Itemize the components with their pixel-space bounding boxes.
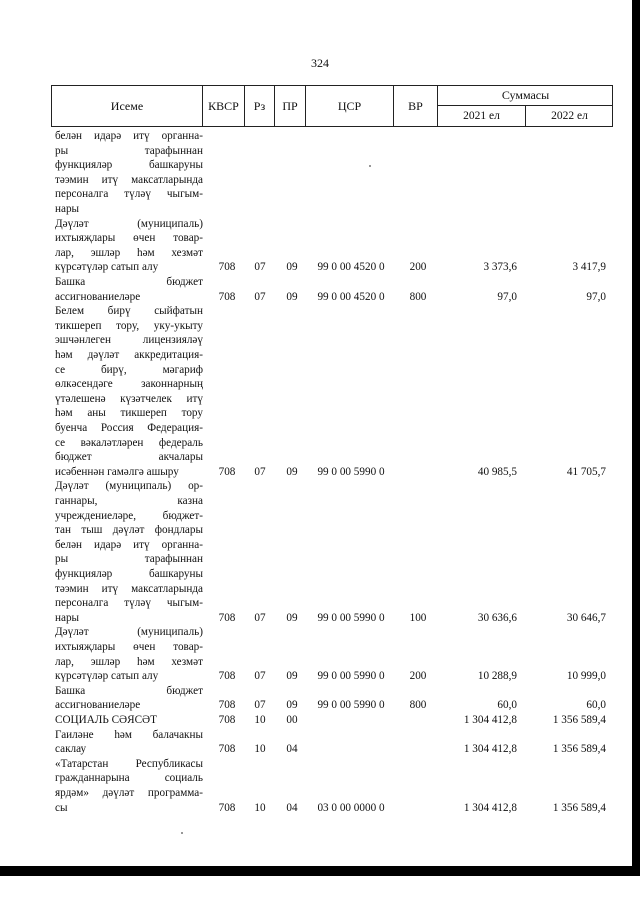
row-name-word: итү	[101, 173, 119, 186]
row-kvsr: 708	[218, 670, 236, 683]
row-name-word: буенча	[55, 421, 88, 434]
row-name-word: тәэмин	[55, 582, 89, 595]
row-name-word: тикшереп	[120, 407, 167, 420]
row-name-word: һәм	[136, 246, 155, 259]
row-name-word: лар,	[55, 655, 74, 668]
row-rz: 07	[254, 670, 266, 683]
row-name-line: нары	[55, 202, 80, 215]
row-name-word: вәкаләтләрен	[80, 436, 144, 449]
header-csr: ЦСР	[306, 86, 394, 126]
table-body	[0, 129, 640, 815]
row-name-word: бюджет	[55, 451, 92, 464]
row-vr: 100	[409, 611, 427, 624]
row-name-line	[55, 684, 203, 699]
row-name-line	[55, 421, 203, 436]
row-amount-2021: 97,0	[497, 290, 517, 303]
row-name-word: тору,	[116, 319, 140, 332]
row-name	[55, 757, 203, 815]
table-row	[0, 217, 640, 275]
row-name-word: бюджет-	[162, 509, 203, 522]
row-amount-2021: 1 304 412,8	[463, 743, 517, 756]
row-kvsr: 708	[218, 801, 236, 814]
row-name-word: ярдәм»	[55, 786, 89, 799]
row-name-word: эшчәнлеген	[55, 334, 111, 347]
row-name-line	[55, 392, 203, 407]
row-name-word: лицензияләү	[142, 334, 203, 347]
table-row	[0, 275, 640, 304]
row-name-word: ганнары,	[55, 494, 98, 507]
row-kvsr: 708	[218, 611, 236, 624]
row-amount-2022: 41 705,7	[566, 465, 606, 478]
row-name-word: Белем	[55, 305, 85, 318]
row-name-word: тикшереп	[55, 319, 102, 332]
row-csr: 99 0 00 5990 0	[317, 465, 385, 478]
row-name-line	[55, 173, 203, 188]
row-name-word: функцияләр	[55, 567, 113, 580]
row-name-word: өчен	[133, 640, 156, 653]
row-name-word: персоналга	[55, 597, 109, 610]
row-name-word: (муниципаль)	[137, 626, 203, 639]
row-name-word: тору	[181, 407, 203, 420]
row-amount-2021: 40 985,5	[477, 465, 517, 478]
row-vr: 800	[409, 699, 427, 712]
row-csr: 03 0 00 0000 0	[317, 801, 385, 814]
header-rz: Рз	[245, 86, 275, 126]
scan-edge-bottom	[0, 866, 640, 876]
row-amount-2021: 1 304 412,8	[463, 801, 517, 814]
row-name	[55, 684, 203, 713]
row-vr: 800	[409, 290, 427, 303]
row-name-word: «Татарстан	[55, 757, 109, 770]
row-name-word: аны	[87, 407, 106, 420]
row-name-word: Гаиләне	[55, 728, 94, 741]
row-amount-2022: 10 999,0	[566, 670, 606, 683]
page-number: 324	[311, 56, 329, 70]
table-row	[0, 713, 640, 728]
row-name-line	[55, 479, 203, 494]
table-header	[51, 85, 613, 127]
row-name-word: хезмәт	[171, 655, 203, 668]
table-row	[0, 757, 640, 815]
row-name-word: се	[55, 363, 66, 376]
row-rz: 07	[254, 290, 266, 303]
table-row	[0, 304, 640, 479]
row-name-word: дәүләт	[112, 524, 145, 537]
row-name-line: ассигнованиеләре	[55, 290, 141, 303]
row-name-word: үтәлешенә	[55, 392, 106, 405]
row-csr: 99 0 00 4520 0	[317, 261, 385, 274]
row-amount-2022: 97,0	[586, 290, 606, 303]
row-name-word: аккредитация-	[134, 348, 203, 361]
row-name-word: бирү,	[100, 363, 127, 376]
row-kvsr: 708	[218, 699, 236, 712]
row-name-word: органна-	[161, 538, 203, 551]
header-sums	[438, 86, 613, 126]
row-name-word: ры	[55, 144, 69, 157]
row-name-word: белән	[55, 538, 83, 551]
row-name-word: максатларында	[131, 173, 203, 186]
scan-speck	[181, 832, 183, 834]
row-name-word: товар-	[173, 640, 203, 653]
row-name-word: чыгым-	[166, 597, 203, 610]
row-name-line	[55, 319, 203, 334]
row-amount-2022: 60,0	[586, 699, 606, 712]
row-rz: 07	[254, 699, 266, 712]
row-amount-2022: 30 646,7	[566, 611, 606, 624]
table-row	[0, 129, 640, 217]
row-name-line: күрсәтүләр сатып алу	[55, 670, 159, 683]
row-name-line	[55, 158, 203, 173]
row-name-line	[55, 757, 203, 772]
row-name-word: өчен	[133, 232, 156, 245]
row-rz: 10	[254, 713, 266, 726]
row-name-line	[55, 144, 203, 159]
row-csr: 99 0 00 5990 0	[317, 699, 385, 712]
row-name-line	[55, 217, 203, 232]
row-name-word: эшләр	[90, 246, 121, 259]
row-amount-2021: 60,0	[497, 699, 517, 712]
row-name-line	[55, 406, 203, 421]
row-kvsr: 708	[218, 261, 236, 274]
row-name-word: се	[55, 436, 66, 449]
row-name-word: итү	[133, 130, 150, 142]
row-name-word: тыш	[81, 524, 103, 537]
row-pr: 09	[286, 290, 298, 303]
table-row	[0, 728, 640, 757]
table-row	[0, 684, 640, 713]
row-name-word: тан	[55, 524, 71, 537]
row-rz: 10	[254, 743, 266, 756]
row-name-line	[55, 567, 203, 582]
row-name-line	[55, 596, 203, 611]
row-pr: 09	[286, 465, 298, 478]
row-amount-2021: 30 636,6	[477, 611, 517, 624]
row-name-word: бюджет	[166, 275, 203, 288]
row-name-word: федераль	[158, 436, 203, 449]
row-rz: 07	[254, 261, 266, 274]
row-name-line	[55, 728, 203, 743]
row-name-line	[55, 509, 203, 524]
row-name	[55, 217, 203, 275]
row-name-word: (муниципаль)	[137, 217, 203, 230]
row-kvsr: 708	[218, 290, 236, 303]
row-name-word: максатларында	[131, 582, 203, 595]
row-name-word: итү	[101, 582, 119, 595]
row-name-word: лар,	[55, 246, 74, 259]
header-year-2022: 2022 ел	[551, 110, 588, 122]
row-name-word: хезмәт	[171, 246, 203, 259]
row-name-word: Башка	[55, 684, 86, 697]
row-name-word: итү	[133, 538, 150, 551]
row-name-word: законнарның	[141, 378, 203, 391]
row-name-word: идарә	[93, 538, 122, 551]
row-name-word: функцияләр	[55, 159, 113, 172]
row-name-word: балачакны	[152, 728, 203, 741]
row-name-word: ихтыяҗлары	[55, 640, 116, 653]
row-name-line	[55, 187, 203, 202]
row-name-word: фондлары	[154, 524, 203, 537]
row-name-line	[55, 494, 203, 509]
header-vr: ВР	[394, 86, 438, 126]
row-name-line	[55, 231, 203, 246]
row-name-line	[55, 333, 203, 348]
row-name-word: казна	[177, 494, 203, 507]
row-name-line	[55, 538, 203, 553]
row-csr: 99 0 00 4520 0	[317, 290, 385, 303]
row-name-word: (муниципаль)	[105, 480, 172, 493]
row-name-word: итү	[186, 392, 203, 405]
row-name-line	[55, 625, 203, 640]
row-name-word: эшләр	[90, 655, 121, 668]
row-name-word: акчалары	[158, 451, 203, 464]
row-name-word: мәгариф	[162, 363, 203, 376]
row-name-word: Дәүләт	[55, 626, 89, 639]
table-row	[0, 625, 640, 683]
row-name-word: чыгым-	[166, 188, 203, 201]
row-name-word: дәүләт	[102, 786, 135, 799]
row-pr: 09	[286, 699, 298, 712]
row-name-word: һәм	[55, 348, 73, 361]
row-name-word: белән	[55, 130, 83, 142]
row-name-word: бирү	[107, 305, 131, 318]
row-name-line	[55, 304, 203, 319]
row-name-line: ассигнованиеләре	[55, 699, 141, 712]
row-amount-2022: 1 356 589,4	[552, 801, 606, 814]
row-rz: 07	[254, 465, 266, 478]
row-name	[55, 479, 203, 625]
row-name-line	[55, 523, 203, 538]
row-name-line	[55, 377, 203, 392]
row-kvsr: 708	[218, 465, 236, 478]
row-name-line: сы	[55, 801, 68, 814]
row-kvsr: 708	[218, 743, 236, 756]
row-kvsr: 708	[218, 713, 236, 726]
scan-edge-right	[632, 0, 640, 876]
row-name-word: учреждениеләре,	[55, 509, 137, 522]
row-name-word: дәүләт	[87, 348, 120, 361]
row-name-word: органна-	[161, 130, 203, 142]
row-name-word: түләү	[124, 597, 151, 610]
row-name-word: тарафыннан	[144, 553, 203, 566]
row-name	[55, 275, 203, 304]
row-csr: 99 0 00 5990 0	[317, 670, 385, 683]
row-name-line: саклау	[55, 743, 87, 756]
row-name-word: башкаруны	[148, 567, 203, 580]
header-pr: ПР	[275, 86, 306, 126]
row-name-line	[55, 552, 203, 567]
row-name	[55, 713, 203, 728]
row-amount-2021: 10 288,9	[477, 670, 517, 683]
row-name-word: ихтыяҗлары	[55, 232, 116, 245]
row-rz: 10	[254, 801, 266, 814]
row-pr: 09	[286, 611, 298, 624]
row-amount-2021: 3 373,6	[483, 261, 517, 274]
row-name-line: күрсәтүләр сатып алу	[55, 261, 159, 274]
row-name-line: нары	[55, 611, 80, 624]
row-name-word: күзәтчелек	[120, 392, 172, 405]
row-name-word: социаль	[164, 772, 203, 785]
row-name-word: Республикасы	[135, 757, 203, 770]
row-csr: 99 0 00 5990 0	[317, 611, 385, 624]
row-name-word: ор-	[188, 480, 203, 493]
row-name-word: сыйфатын	[154, 305, 203, 318]
row-pr: 04	[286, 743, 298, 756]
row-name-word: ры	[55, 553, 69, 566]
row-amount-2021: 1 304 412,8	[463, 713, 517, 726]
row-amount-2022: 3 417,9	[572, 261, 606, 274]
row-name-line	[55, 363, 203, 378]
header-sums-title: Суммасы	[438, 86, 613, 106]
row-name-word: бюджет	[166, 684, 203, 697]
row-name	[55, 304, 203, 479]
row-pr: 09	[286, 670, 298, 683]
row-vr: 200	[409, 261, 427, 274]
scan-speck	[369, 165, 371, 167]
row-name-word: Федерация-	[147, 421, 203, 434]
row-name	[55, 129, 203, 217]
row-name-word: программа-	[147, 786, 203, 799]
row-name-line	[55, 436, 203, 451]
row-amount-2022: 1 356 589,4	[552, 713, 606, 726]
row-name-word: Башка	[55, 275, 86, 288]
row-name-word: товар-	[173, 232, 203, 245]
row-name-word: башкаруны	[148, 159, 203, 172]
row-name-word: гражданнарына	[55, 772, 130, 785]
row-amount-2022: 1 356 589,4	[552, 743, 606, 756]
row-name-line: исәбеннән гамәлгә ашыру	[55, 465, 179, 478]
row-pr: 09	[286, 261, 298, 274]
row-name-line	[55, 450, 203, 465]
row-name-line	[55, 655, 203, 670]
row-vr: 200	[409, 670, 427, 683]
row-name	[55, 625, 203, 683]
row-name-line	[55, 640, 203, 655]
row-pr: 04	[286, 801, 298, 814]
row-pr: 00	[286, 713, 298, 726]
row-name-line	[55, 771, 203, 786]
row-name-word: һәм	[136, 655, 155, 668]
row-name-word: идарә	[93, 130, 122, 142]
row-name-word: һәм	[114, 728, 132, 741]
row-name-line	[55, 246, 203, 261]
row-name-word: Дәүләт	[55, 480, 89, 493]
row-name-line	[55, 786, 203, 801]
row-name	[55, 728, 203, 757]
row-name-word: һәм	[55, 407, 73, 420]
row-name-word: тәэмин	[55, 173, 89, 186]
header-name: Исеме	[52, 86, 203, 126]
row-name-word: өлкәсендәге	[55, 378, 113, 391]
row-name-word: персоналга	[55, 188, 109, 201]
row-name-line	[55, 348, 203, 363]
row-name-line	[55, 275, 203, 290]
row-name-word: тарафыннан	[144, 144, 203, 157]
header-year-2021: 2021 ел	[438, 106, 526, 126]
table-row	[0, 479, 640, 625]
row-name-word: Россия	[100, 421, 134, 434]
row-name-word: Дәүләт	[55, 217, 89, 230]
row-name-word: түләү	[124, 188, 151, 201]
row-name-line: СОЦИАЛЬ СӘЯСӘТ	[55, 713, 157, 726]
row-rz: 07	[254, 611, 266, 624]
header-kvsr: КВСР	[203, 86, 245, 126]
row-name-line	[55, 129, 203, 144]
row-name-line	[55, 582, 203, 597]
row-name-word: укy-укыту	[153, 319, 203, 332]
